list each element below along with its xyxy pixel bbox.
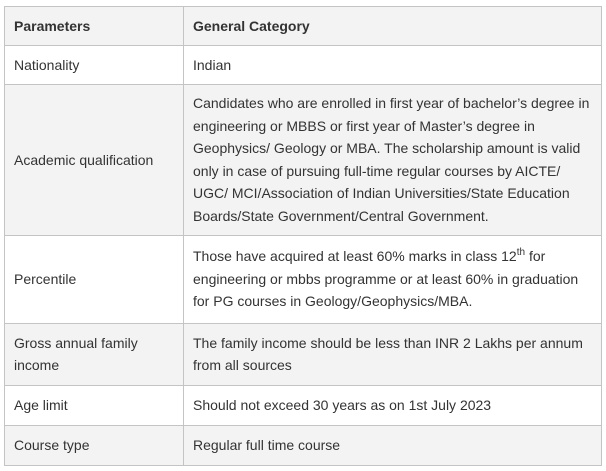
header-parameters: Parameters <box>5 7 184 46</box>
table-header-row <box>5 7 602 46</box>
header-general-category: General Category <box>184 7 602 46</box>
eligibility-table <box>4 6 602 466</box>
row-parameter: Nationality <box>5 46 184 85</box>
table-row <box>5 85 602 236</box>
row-parameter: Gross annual family income <box>5 324 184 386</box>
row-parameter: Course type <box>5 426 184 466</box>
row-value-text-rest: for engineering or mbbs programme or at least 60% in graduation for PG courses in Geology/Geophysics/MBA. <box>193 248 579 310</box>
table-row <box>5 324 602 386</box>
row-parameter: Percentile <box>5 236 184 324</box>
table-row <box>5 46 602 85</box>
row-value-text: Those have acquired at least 60% marks in class 12 <box>193 248 517 265</box>
table-row <box>5 236 602 324</box>
row-value: Should not exceed 30 years as on 1st July 2023 <box>184 386 602 426</box>
row-parameter: Academic qualification <box>5 85 184 236</box>
row-parameter: Age limit <box>5 386 184 426</box>
row-value-superscript: th <box>516 246 526 258</box>
table-row <box>5 386 602 426</box>
table-row <box>5 426 602 466</box>
row-value: Candidates who are enrolled in first year of bachelor’s degree in engineering or MBBS or first year of Master’s degree in Geophysics/ Geology or MBA. The scholarship amount is valid only in case of pursuing full-time regular courses by AICTE/ UGC/ MCI/Association of Indian Universities/State Education Boards/State Government/Central Government. <box>184 85 602 236</box>
row-value: The family income should be less than INR 2 Lakhs per annum from all sources <box>184 324 602 386</box>
row-value: Regular full time course <box>184 426 602 466</box>
row-value: Indian <box>184 46 602 85</box>
row-value <box>184 236 602 324</box>
